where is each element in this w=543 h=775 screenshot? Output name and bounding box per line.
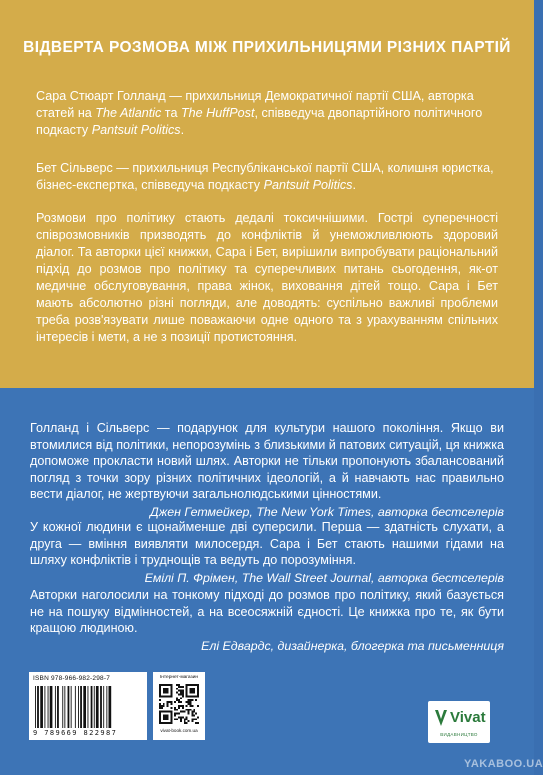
vivat-leaf-icon	[434, 708, 448, 728]
review-quote	[30, 519, 504, 586]
review-attribution: Емілі П. Фрімен, The Wall Street Journal, авторка бестселерів	[144, 570, 504, 585]
review-attribution: Джен Гетмейкер, The New York Times, авторка бестселерів	[149, 504, 504, 519]
about-sarah: Сара Стюарт Голланд — прихильниця Демократичної партії США, авторка статей на The Atlantic та The HuffPost, співведуча двопартійного політичного подкасту Pantsuit Politics.	[36, 89, 483, 137]
review-quote	[30, 587, 504, 654]
watermark: YAKABOO.UA	[464, 758, 543, 770]
review-text: Голланд і Сільверс — подарунок для культури нашого покоління. Якщо ви втомилися від політики, непорозумінь з близькими й патових ситуацій, ця книжка допоможе прокласти новий шлях. Авторки не тільки пропонують збалансований погляд з точки зору різних політичних ідеологій, а й навчають нас правильно вести діалог, не жертвуючи загальнолюдськими цінностями.	[30, 421, 504, 501]
qr-block	[153, 672, 205, 740]
publisher-logo	[428, 701, 490, 743]
barcode-block	[29, 672, 147, 740]
review-text: У кожної людини є щонайменше дві суперсили. Перша — здатність слухати, а друга — вміння виявляти милосердя. Сара і Бет стають нашими гідами на шляху конфліктів і труднощів та ведуть до порозуміння.	[30, 520, 504, 567]
review-attribution: Елі Едвардс, дизайнерка, блогерка та письменниця	[201, 638, 504, 653]
barcode-digits: 9 789669 822987	[33, 729, 118, 737]
book-description: Розмови про політику стають дедалі токсичнішими. Гострі суперечності співрозмовників призводять до конфліктів й унеможливлюють здоровий діалог. Та авторки цієї книжки, Сара і Бет, вирішили випробувати раціональний підхід до розмов про політику та суперечливих питань сьогодення, як-от медичне обслуговування, права жінок, виховання дітей тощо. Сара і Бет мають абсолютно різні погляди, але доводять: суспільно важливі проблеми треба розв'язувати лише поважаючи одне одного та з урахуванням спільних інтересів і мети, а не з позиції протистояння.	[36, 211, 498, 344]
about-beth: Бет Сільверс — прихильниця Республіканської партії США, колишня юристка, бізнес-експертка, співведуча подкасту Pantsuit Politics.	[36, 161, 494, 192]
publisher-name: Vivat	[450, 709, 486, 726]
qr-label: Інтернет-магазин	[159, 675, 199, 680]
isbn-label: ISBN 978-966-982-298-7	[33, 675, 111, 682]
review-text: Авторки наголосили на тонкому підході до розмов про політику, який базується не на пошуку відмінностей, а на всеосяжній єдності. Це книжка про те, як бути кращою людиною.	[30, 588, 504, 635]
review-quote	[30, 420, 504, 520]
headline: ВІДВЕРТА РОЗМОВА МІЖ ПРИХИЛЬНИЦЯМИ РІЗНИХ ПАРТІЙ	[23, 39, 511, 56]
publisher-tagline: ВИДАВНИЦТВО	[440, 732, 478, 737]
qr-code-icon	[159, 684, 199, 724]
qr-url: vivat-book.com.ua	[160, 728, 198, 733]
barcode-icon	[33, 686, 141, 728]
